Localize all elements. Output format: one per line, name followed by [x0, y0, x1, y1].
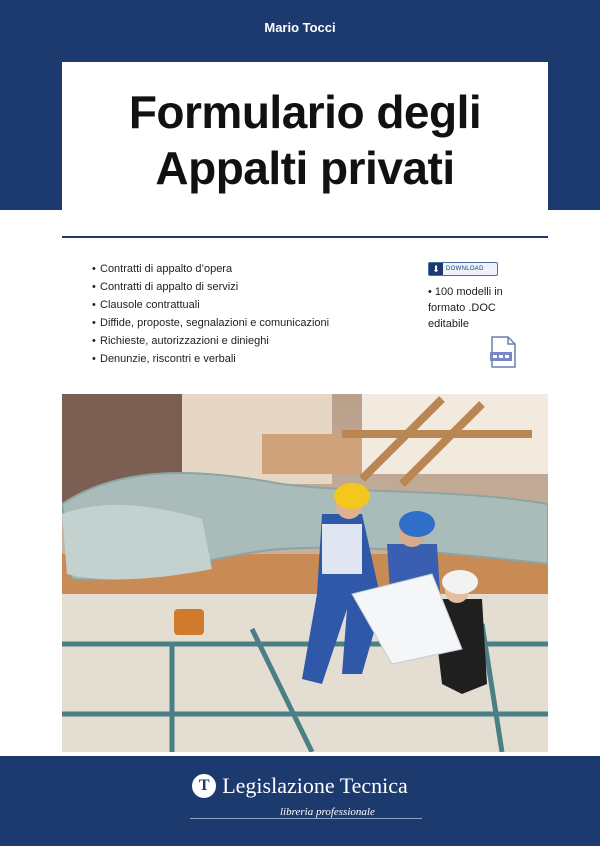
download-box: [428, 262, 538, 373]
author-name: Mario Tocci: [264, 20, 336, 35]
divider: [62, 236, 548, 238]
title-line-1: Formulario degli: [128, 86, 482, 138]
publisher-logo-icon: T: [192, 774, 216, 798]
title-panel: [62, 62, 548, 394]
list-item: • Clausole contrattuali: [92, 299, 200, 311]
list-item: • Contratti di appalto di servizi: [92, 281, 239, 293]
contents-list: [92, 260, 329, 368]
publisher-name: Legislazione Tecnica: [222, 773, 408, 798]
book-title: [62, 84, 548, 196]
bottom-band: [0, 756, 600, 846]
construction-workers-photo: [62, 394, 548, 752]
publisher-tagline: libreria professionale: [280, 806, 375, 818]
list-item: • Richieste, autorizzazioni e dinieghi: [92, 335, 269, 347]
download-icon: ⬇: [429, 263, 443, 275]
list-item: • Diffide, proposte, segnalazioni e comunicazioni: [92, 317, 330, 329]
download-description: • 100 modelli in formato .DOC editabile: [428, 286, 503, 330]
list-item: • Denunzie, riscontri e verbali: [92, 353, 236, 365]
doc-file-icon: [488, 336, 518, 368]
publisher: [0, 773, 600, 799]
list-item: • Contratti di appalto d’opera: [92, 263, 233, 275]
title-line-2: Appalti privati: [155, 142, 455, 194]
download-badge: ⬇ DOWNLOAD: [428, 262, 498, 276]
photo-illustration: [62, 394, 548, 752]
publisher-underline: [190, 818, 422, 819]
